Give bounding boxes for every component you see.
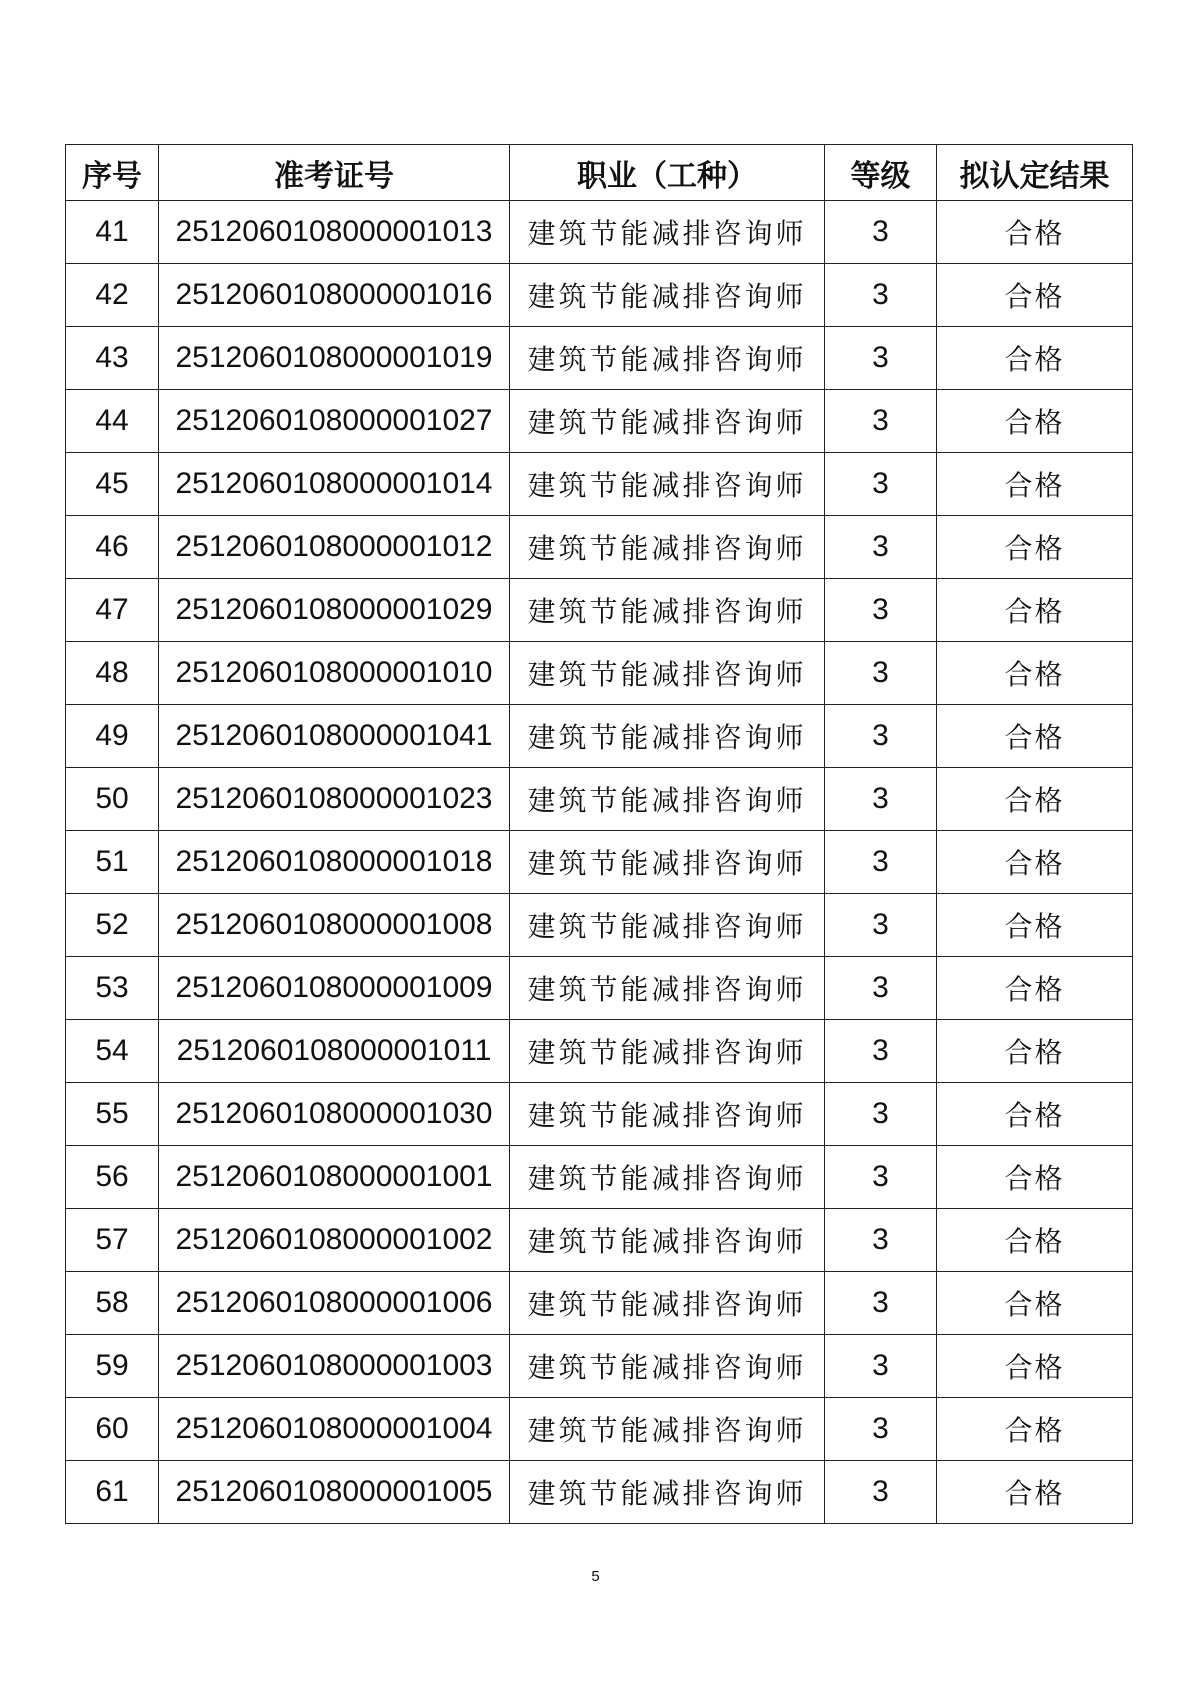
cell-seq: 49 xyxy=(66,705,159,768)
cell-seq: 54 xyxy=(66,1020,159,1083)
header-row xyxy=(66,145,1133,201)
cell-result: 合格 xyxy=(937,390,1133,453)
cell-level: 3 xyxy=(825,264,937,327)
cell-exam-id: 2512060108000001008 xyxy=(159,894,510,957)
cell-exam-id: 2512060108000001006 xyxy=(159,1272,510,1335)
cell-exam-id: 2512060108000001030 xyxy=(159,1083,510,1146)
cell-occupation: 建筑节能减排咨询师 xyxy=(510,894,825,957)
cell-exam-id: 2512060108000001004 xyxy=(159,1398,510,1461)
cell-level: 3 xyxy=(825,705,937,768)
cell-level: 3 xyxy=(825,1146,937,1209)
cell-occupation: 建筑节能减排咨询师 xyxy=(510,1272,825,1335)
cell-occupation: 建筑节能减排咨询师 xyxy=(510,831,825,894)
table-row xyxy=(66,642,1133,705)
table-row xyxy=(66,327,1133,390)
cell-exam-id: 2512060108000001027 xyxy=(159,390,510,453)
cell-exam-id: 2512060108000001023 xyxy=(159,768,510,831)
table-body xyxy=(66,201,1133,1524)
cell-result: 合格 xyxy=(937,894,1133,957)
cell-occupation: 建筑节能减排咨询师 xyxy=(510,516,825,579)
cell-seq: 59 xyxy=(66,1335,159,1398)
table-row xyxy=(66,516,1133,579)
table-row xyxy=(66,390,1133,453)
header-exam-id: 准考证号 xyxy=(159,145,510,201)
cell-seq: 46 xyxy=(66,516,159,579)
cell-result: 合格 xyxy=(937,1398,1133,1461)
table-row xyxy=(66,1398,1133,1461)
cell-seq: 51 xyxy=(66,831,159,894)
cell-exam-id: 2512060108000001029 xyxy=(159,579,510,642)
cell-seq: 44 xyxy=(66,390,159,453)
cell-occupation: 建筑节能减排咨询师 xyxy=(510,1398,825,1461)
header-seq: 序号 xyxy=(66,145,159,201)
table-row xyxy=(66,453,1133,516)
results-table xyxy=(65,144,1133,1524)
cell-level: 3 xyxy=(825,1209,937,1272)
cell-occupation: 建筑节能减排咨询师 xyxy=(510,264,825,327)
cell-seq: 61 xyxy=(66,1461,159,1524)
cell-level: 3 xyxy=(825,831,937,894)
cell-occupation: 建筑节能减排咨询师 xyxy=(510,1083,825,1146)
cell-result: 合格 xyxy=(937,1083,1133,1146)
cell-exam-id: 2512060108000001014 xyxy=(159,453,510,516)
page-number: 5 xyxy=(591,1568,600,1585)
cell-result: 合格 xyxy=(937,579,1133,642)
cell-occupation: 建筑节能减排咨询师 xyxy=(510,1209,825,1272)
cell-level: 3 xyxy=(825,390,937,453)
cell-seq: 48 xyxy=(66,642,159,705)
cell-exam-id: 2512060108000001011 xyxy=(159,1020,510,1083)
cell-seq: 56 xyxy=(66,1146,159,1209)
header-occupation: 职业（工种） xyxy=(510,145,825,201)
cell-result: 合格 xyxy=(937,1335,1133,1398)
table-row xyxy=(66,1272,1133,1335)
cell-occupation: 建筑节能减排咨询师 xyxy=(510,390,825,453)
cell-occupation: 建筑节能减排咨询师 xyxy=(510,1461,825,1524)
cell-seq: 60 xyxy=(66,1398,159,1461)
table-row xyxy=(66,264,1133,327)
cell-exam-id: 2512060108000001003 xyxy=(159,1335,510,1398)
cell-result: 合格 xyxy=(937,327,1133,390)
cell-level: 3 xyxy=(825,579,937,642)
table-row xyxy=(66,1146,1133,1209)
cell-occupation: 建筑节能减排咨询师 xyxy=(510,1335,825,1398)
table-row xyxy=(66,579,1133,642)
cell-seq: 41 xyxy=(66,201,159,264)
cell-level: 3 xyxy=(825,1020,937,1083)
table-row xyxy=(66,768,1133,831)
cell-exam-id: 2512060108000001009 xyxy=(159,957,510,1020)
cell-result: 合格 xyxy=(937,705,1133,768)
cell-occupation: 建筑节能减排咨询师 xyxy=(510,1020,825,1083)
cell-occupation: 建筑节能减排咨询师 xyxy=(510,642,825,705)
cell-level: 3 xyxy=(825,516,937,579)
cell-occupation: 建筑节能减排咨询师 xyxy=(510,327,825,390)
cell-seq: 57 xyxy=(66,1209,159,1272)
cell-result: 合格 xyxy=(937,1461,1133,1524)
cell-level: 3 xyxy=(825,201,937,264)
cell-result: 合格 xyxy=(937,1020,1133,1083)
cell-result: 合格 xyxy=(937,831,1133,894)
cell-level: 3 xyxy=(825,453,937,516)
table-row xyxy=(66,1020,1133,1083)
cell-level: 3 xyxy=(825,1272,937,1335)
cell-occupation: 建筑节能减排咨询师 xyxy=(510,705,825,768)
table-row xyxy=(66,1335,1133,1398)
cell-result: 合格 xyxy=(937,1272,1133,1335)
cell-level: 3 xyxy=(825,327,937,390)
cell-level: 3 xyxy=(825,1398,937,1461)
table-row xyxy=(66,1209,1133,1272)
cell-seq: 52 xyxy=(66,894,159,957)
cell-exam-id: 2512060108000001041 xyxy=(159,705,510,768)
cell-seq: 53 xyxy=(66,957,159,1020)
cell-result: 合格 xyxy=(937,1146,1133,1209)
cell-exam-id: 2512060108000001019 xyxy=(159,327,510,390)
cell-occupation: 建筑节能减排咨询师 xyxy=(510,453,825,516)
cell-exam-id: 2512060108000001012 xyxy=(159,516,510,579)
cell-occupation: 建筑节能减排咨询师 xyxy=(510,957,825,1020)
table-row xyxy=(66,705,1133,768)
table-row xyxy=(66,201,1133,264)
cell-exam-id: 2512060108000001002 xyxy=(159,1209,510,1272)
cell-level: 3 xyxy=(825,1335,937,1398)
table-row xyxy=(66,957,1133,1020)
cell-result: 合格 xyxy=(937,768,1133,831)
cell-exam-id: 2512060108000001013 xyxy=(159,201,510,264)
cell-seq: 45 xyxy=(66,453,159,516)
header-result: 拟认定结果 xyxy=(937,145,1133,201)
table-row xyxy=(66,894,1133,957)
table-row xyxy=(66,831,1133,894)
cell-seq: 47 xyxy=(66,579,159,642)
cell-seq: 55 xyxy=(66,1083,159,1146)
cell-level: 3 xyxy=(825,768,937,831)
cell-seq: 43 xyxy=(66,327,159,390)
cell-exam-id: 2512060108000001010 xyxy=(159,642,510,705)
cell-occupation: 建筑节能减排咨询师 xyxy=(510,579,825,642)
cell-result: 合格 xyxy=(937,957,1133,1020)
table-row xyxy=(66,1461,1133,1524)
cell-seq: 42 xyxy=(66,264,159,327)
cell-occupation: 建筑节能减排咨询师 xyxy=(510,201,825,264)
cell-exam-id: 2512060108000001018 xyxy=(159,831,510,894)
cell-result: 合格 xyxy=(937,453,1133,516)
cell-level: 3 xyxy=(825,894,937,957)
cell-result: 合格 xyxy=(937,201,1133,264)
cell-level: 3 xyxy=(825,1461,937,1524)
cell-result: 合格 xyxy=(937,516,1133,579)
cell-exam-id: 2512060108000001005 xyxy=(159,1461,510,1524)
cell-result: 合格 xyxy=(937,264,1133,327)
cell-seq: 58 xyxy=(66,1272,159,1335)
cell-exam-id: 2512060108000001001 xyxy=(159,1146,510,1209)
cell-level: 3 xyxy=(825,957,937,1020)
cell-exam-id: 2512060108000001016 xyxy=(159,264,510,327)
cell-level: 3 xyxy=(825,642,937,705)
cell-seq: 50 xyxy=(66,768,159,831)
cell-occupation: 建筑节能减排咨询师 xyxy=(510,1146,825,1209)
cell-result: 合格 xyxy=(937,642,1133,705)
cell-level: 3 xyxy=(825,1083,937,1146)
cell-result: 合格 xyxy=(937,1209,1133,1272)
cell-occupation: 建筑节能减排咨询师 xyxy=(510,768,825,831)
header-level: 等级 xyxy=(825,145,937,201)
table-row xyxy=(66,1083,1133,1146)
